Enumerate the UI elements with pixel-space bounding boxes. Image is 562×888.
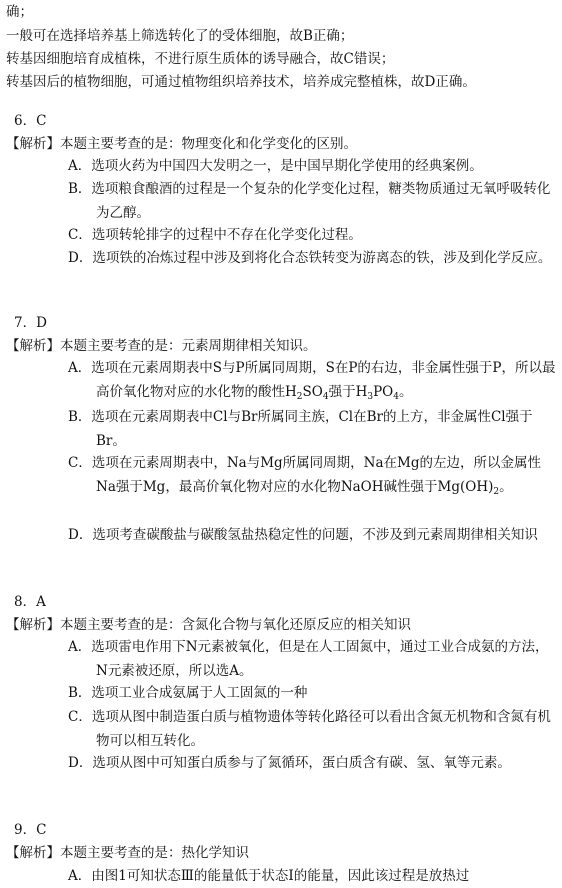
intro-line: 一般可在选择培养基上筛选转化了的受体细胞，故B正确； (6, 28, 354, 44)
intro-line: 转基因细胞培育成植株，不进行原生质体的诱导融合，故C错误； (6, 51, 395, 67)
question-number: 7．D (14, 315, 47, 331)
option-text: A．选项雷电作用下N元素被氧化，但是在人工固氮中，通过工业合成氨的方法，N元素被还原，所以选A。 (68, 639, 549, 679)
question-number: 6．C (14, 113, 47, 129)
option-c (68, 451, 556, 499)
option-b (68, 177, 556, 225)
option-a (68, 864, 556, 888)
analysis-heading: 【解析】本题主要考查的是：元素周期律相关知识。 (6, 338, 317, 354)
question-number: 9．C (14, 822, 47, 838)
option-b (68, 681, 556, 705)
intro-line: 确； (6, 4, 33, 20)
option-text: B．选项粮食酿酒的过程是一个复杂的化学变化过程，糖类物质通过无氧呼吸转化为乙醇。 (68, 181, 551, 221)
option-c (68, 705, 556, 753)
option-a (68, 635, 556, 683)
option-text: D．选项铁的冶炼过程中涉及到将化合态铁转变为游离态的铁，涉及到化学反应。 (68, 250, 552, 266)
option-text: C．选项在元素周期表中，Na与Mg所属同周期，Na在Mg的左边，所以金属性Na强于Mg，最高价氧化物对应的水化物NaOH碱性强于$Mg(OH)_2$。 (68, 455, 541, 497)
option-d (68, 246, 556, 270)
option-b (68, 405, 556, 453)
option-c (68, 223, 556, 247)
option-text: C．选项转轮排字的过程中不存在化学变化过程。 (68, 227, 362, 243)
option-d (68, 523, 556, 547)
option-text: D．选项考查碳酸盐与碳酸氢盐热稳定性的问题，不涉及到元素周期律相关知识 (68, 527, 538, 543)
question-number: 8．A (14, 594, 46, 610)
analysis-heading: 【解析】本题主要考查的是：含氮化合物与氧化还原反应的相关知识 (6, 617, 411, 633)
analysis-heading: 【解析】本题主要考查的是：物理变化和化学变化的区别。 (6, 136, 357, 152)
option-text: A．选项火药为中国四大发明之一，是中国早期化学使用的经典案例。 (68, 158, 483, 174)
option-a (68, 356, 556, 404)
intro-line: 转基因后的植物细胞，可通过植物组织培养技术，培养成完整植株，故D正确。 (6, 74, 476, 90)
option-text: C．选项从图中制造蛋白质与植物遗体等转化路径可以看出含氮无机物和含氮有机物可以相互转化。 (68, 709, 551, 749)
option-d (68, 751, 556, 775)
option-text: D．选项从图中可知蛋白质参与了氮循环，蛋白质含有碳、氢、氧等元素。 (68, 755, 511, 771)
option-a (68, 154, 556, 178)
analysis-heading: 【解析】本题主要考查的是：热化学知识 (6, 845, 249, 861)
option-text: B．选项在元素周期表中Cl与Br所属同主族，Cl在Br的上方，非金属性Cl强于Br。 (68, 409, 533, 449)
option-text: A．由图1可知状态Ⅲ的能量低于状态Ⅰ的能量，因此该过程是放热过 (68, 868, 470, 884)
option-text: A．选项在元素周期表中S与P所属同周期，S在P的右边，非金属性强于P，所以最高价氧化物对应的水化物的酸性$H_2SO_4$强于$H_3PO_4$。 (68, 360, 556, 402)
option-text: B．选项工业合成氨属于人工固氮的一种 (68, 685, 308, 701)
